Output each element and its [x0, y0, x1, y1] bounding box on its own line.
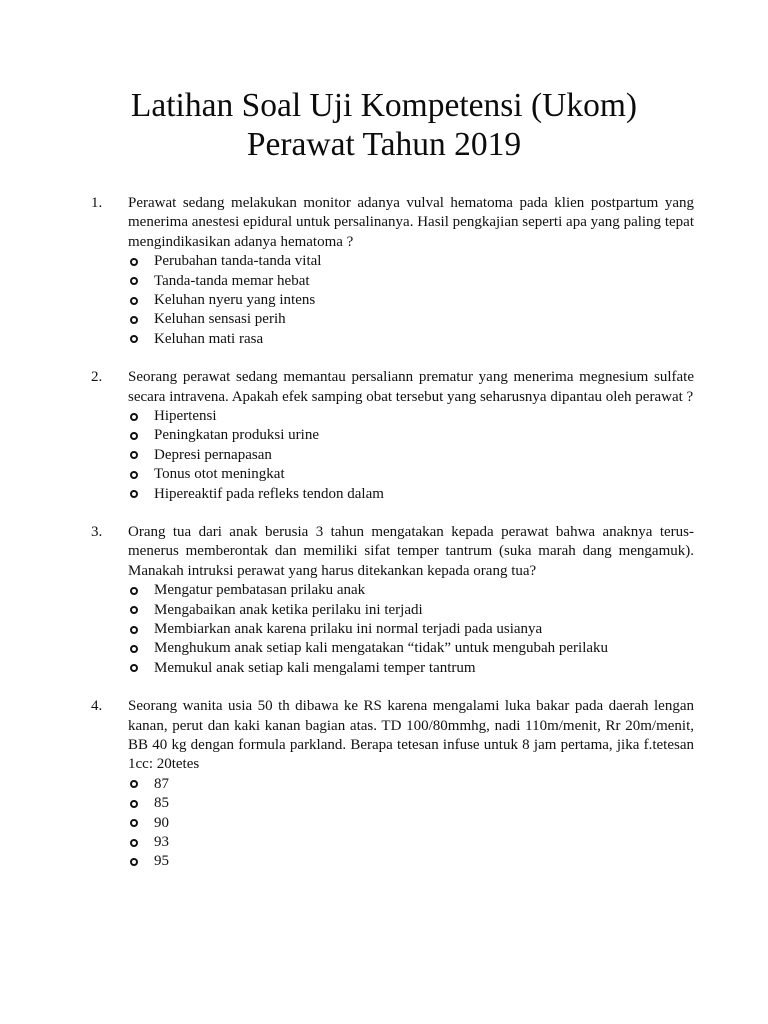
option-label: 95 [154, 853, 169, 870]
option-list [0, 581, 768, 678]
option-item[interactable] [128, 310, 768, 329]
option-list [0, 407, 768, 504]
option-label: Mengabaikan anak ketika perilaku ini terjadi [154, 601, 423, 618]
radio-circle-icon[interactable] [130, 839, 138, 847]
option-label: Perubahan tanda-tanda vital [154, 253, 322, 270]
question-4 [0, 697, 768, 872]
option-item[interactable] [128, 330, 768, 349]
radio-circle-icon[interactable] [130, 606, 138, 614]
radio-circle-icon[interactable] [130, 819, 138, 827]
option-item[interactable] [128, 291, 768, 310]
question-text: Perawat sedang melakukan monitor adanya vulval hematoma pada klien postpartum yang menerima anestesi epidural untuk persalinanya. Hasil pengkajian seperti apa yang paling tepat mengindikasikan adanya hematoma ? [128, 195, 694, 250]
option-label: Hipereaktif pada refleks tendon dalam [154, 485, 384, 502]
radio-circle-icon[interactable] [130, 490, 138, 498]
option-item[interactable] [128, 794, 768, 813]
radio-circle-icon[interactable] [130, 800, 138, 808]
radio-circle-icon[interactable] [130, 297, 138, 305]
option-item[interactable] [128, 465, 768, 484]
radio-circle-icon[interactable] [130, 626, 138, 634]
option-label: 87 [154, 775, 169, 792]
option-item[interactable] [128, 639, 768, 658]
option-item[interactable] [128, 814, 768, 833]
option-list [0, 252, 768, 349]
question-number: 2. [91, 369, 103, 386]
question-text: Seorang wanita usia 50 th dibawa ke RS karena mengalami luka bakar pada daerah lengan kanan, perut dan kaki kanan bagian atas. TD 100/80mmhg, nadi 110m/menit, Rr 20m/menit, BB 40 kg dengan formula parkland. Berapa tetesan infuse untuk 8 jam pertama, jika f.tetesan 1cc: 20tetes [128, 698, 694, 773]
option-item[interactable] [128, 485, 768, 504]
option-label: Menghukum anak setiap kali mengatakan “tidak” untuk mengubah perilaku [154, 640, 609, 657]
title-line-1: Latihan Soal Uji Kompetensi (Ukom) [130, 87, 638, 124]
option-item[interactable] [128, 620, 768, 639]
radio-circle-icon[interactable] [130, 432, 138, 440]
option-label: Keluhan mati rasa [154, 330, 264, 347]
radio-circle-icon[interactable] [130, 471, 138, 479]
radio-circle-icon[interactable] [130, 335, 138, 343]
option-item[interactable] [128, 581, 768, 600]
option-label: Tonus otot meningkat [154, 466, 285, 483]
question-2 [0, 368, 768, 504]
title-line-2: Perawat Tahun 2019 [246, 126, 522, 163]
radio-circle-icon[interactable] [130, 587, 138, 595]
radio-circle-icon[interactable] [130, 258, 138, 266]
option-label: 90 [154, 814, 169, 831]
page-title [0, 86, 768, 164]
option-label: Depresi pernapasan [154, 446, 272, 463]
option-label: Membiarkan anak karena prilaku ini normal terjadi pada usianya [154, 620, 543, 637]
question-number: 1. [91, 195, 103, 211]
radio-circle-icon[interactable] [130, 277, 138, 285]
option-item[interactable] [128, 659, 768, 678]
option-item[interactable] [128, 407, 768, 426]
option-label: Tanda-tanda memar hebat [154, 272, 310, 289]
option-label: Keluhan sensasi perih [154, 311, 286, 328]
option-item[interactable] [128, 852, 768, 871]
option-item[interactable] [128, 446, 768, 465]
option-item[interactable] [128, 426, 768, 445]
option-label: Keluhan nyeru yang intens [154, 292, 316, 308]
radio-circle-icon[interactable] [130, 780, 138, 788]
option-item[interactable] [128, 833, 768, 852]
option-item[interactable] [128, 601, 768, 620]
question-text: Orang tua dari anak berusia 3 tahun mengatakan kepada perawat bahwa anaknya terus-menerus memberontak dan memiliki sifat temper tantrum (suka marah dang mengamuk). Manakah intruksi perawat yang harus ditekankan kepada orang tua? [128, 523, 694, 579]
option-label: Hipertensi [154, 407, 217, 424]
radio-circle-icon[interactable] [130, 664, 138, 672]
option-list [0, 775, 768, 872]
question-text: Seorang perawat sedang memantau persaliann prematur yang menerima megnesium sulfate secara intravena. Apakah efek samping obat tersebut yang seharusnya dipantau oleh perawat ? [128, 369, 694, 405]
option-label: Peningkatan produksi urine [154, 427, 319, 444]
radio-circle-icon[interactable] [130, 451, 138, 459]
option-label: 93 [154, 833, 169, 850]
question-3 [0, 523, 768, 678]
question-list [0, 194, 768, 891]
question-number: 3. [91, 523, 103, 540]
question-number: 4. [91, 698, 103, 715]
option-item[interactable] [128, 272, 768, 291]
radio-circle-icon[interactable] [130, 645, 138, 653]
option-label: Memukul anak setiap kali mengalami temper tantrum [154, 659, 476, 676]
option-item[interactable] [128, 252, 768, 271]
radio-circle-icon[interactable] [130, 316, 138, 324]
radio-circle-icon[interactable] [130, 413, 138, 421]
question-1 [0, 194, 768, 349]
option-label: 85 [154, 795, 169, 812]
radio-circle-icon[interactable] [130, 858, 138, 866]
option-item[interactable] [128, 775, 768, 794]
option-label: Mengatur pembatasan prilaku anak [154, 582, 366, 599]
